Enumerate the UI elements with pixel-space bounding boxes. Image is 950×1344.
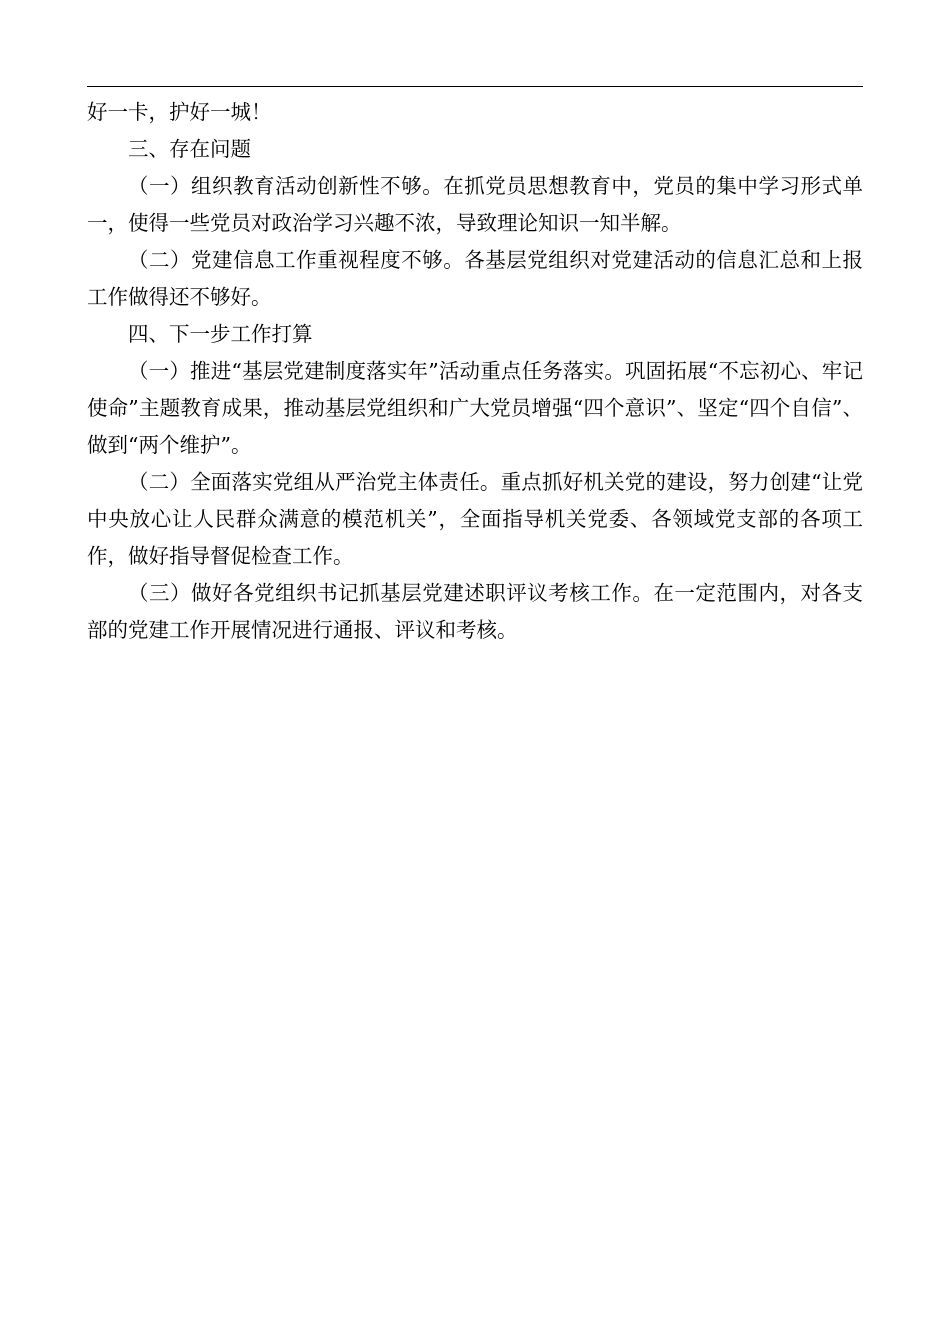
paragraph-plan-2: （二）全面落实党组从严治党主体责任。重点抓好机关党的建设，努力创建“让党中央放心让人民群众满意的模范机关”，全面指导机关党委、各领域党支部的各项工作，做好指导督促检查工作。	[87, 470, 863, 568]
paragraph-problem-1: （一）组织教育活动创新性不够。在抓党员思想教育中，党员的集中学习形式单一，使得一些党员对政治学习兴趣不浓，导致理论知识一知半解。	[87, 174, 863, 235]
paragraph-continuation: 好一卡，护好一城！	[87, 100, 272, 124]
document-body	[87, 94, 863, 649]
section-heading-problems: 三、存在问题	[128, 137, 251, 161]
paragraph-plan-3: （三）做好各党组织书记抓基层党建述职评议考核工作。在一定范围内，对各支部的党建工作开展情况进行通报、评议和考核。	[87, 581, 863, 642]
section-heading-next-steps: 四、下一步工作打算	[128, 322, 313, 346]
paragraph-problem-2: （二）党建信息工作重视程度不够。各基层党组织对党建活动的信息汇总和上报工作做得还不够好。	[87, 248, 863, 309]
paragraph-plan-1: （一）推进“基层党建制度落实年”活动重点任务落实。巩固拓展“不忘初心、牢记使命”主题教育成果，推动基层党组织和广大党员增强“四个意识”、坚定“四个自信”、做到“两个维护”。	[87, 359, 863, 457]
header-rule	[87, 86, 863, 87]
